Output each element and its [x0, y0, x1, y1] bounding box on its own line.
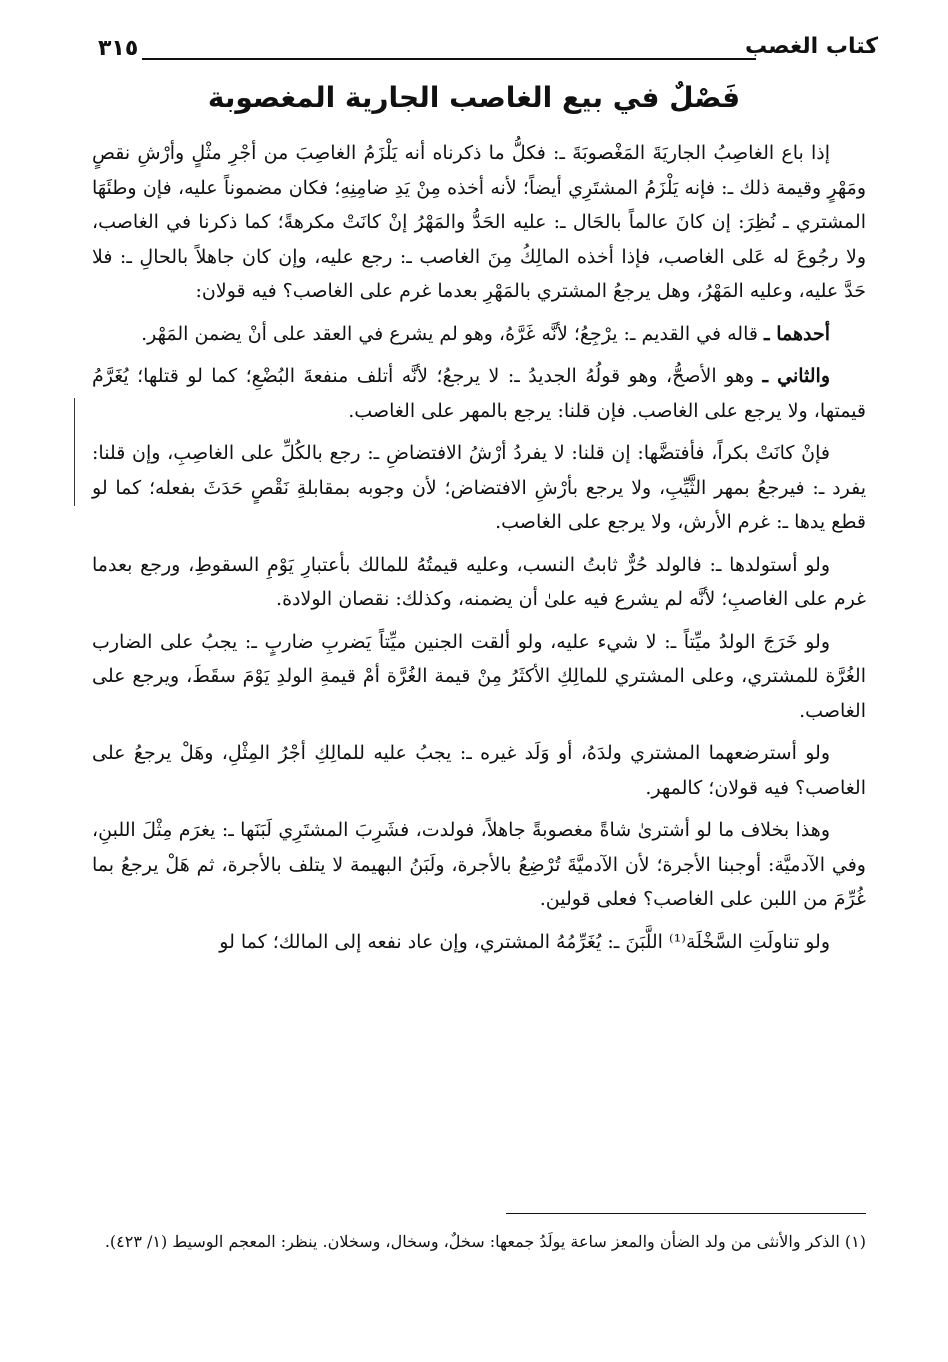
paragraph [92, 813, 866, 917]
paragraph-text: وهو الأصحُّ، وهو قولُهُ الجديدُ ـ: لا يرجعُ؛ لأنَّه أتلف منفعةَ البُضْعِ؛ كما لو قتلها؛ يُغَرَّمُ قيمتها، ولا يرجع على الغاصب. فإن قلنا: يرجع بالمهر على الغاصب. [92, 365, 866, 422]
page-header [80, 28, 878, 68]
paragraph [92, 548, 866, 617]
paragraph-text: قاله في القديم ـ: يرْجِعُ؛ لأنَّه غَرَّهُ، وهو لم يشرع في العقد على أنْ يضمن المَهْر. [141, 322, 765, 345]
header-rule [142, 58, 756, 60]
paragraph [92, 436, 866, 540]
paragraph [92, 359, 866, 428]
paragraph-text: فإنْ كانَتْ بكراً، فأفتضَّها: إن قلنا: لا يفردُ أرْشُ الافتضاضِ ـ: رجع بالكُلِّ على الغاصِبِ، وإن قلنا: يفرد ـ: فيرجعُ بمهر الثَّيِّبِ، ولا يرجع بأرْشِ الافتضاض؛ لأن وجوبه بمقابلةِ نَقْصٍ حَدَثَ بفعله؛ كما لو قطع يدها ـ: غرم الأرش، ولا يرجع على الغاصب. [92, 442, 866, 533]
section-title: فَصْلٌ في بيع الغاصب الجارية المغصوبة [207, 81, 741, 114]
footnote: (١) الذكر والأنثى من ولد الضأن والمعز ساعة يولَدُ جمعها: سخلٌ، وسخال، وسخلان. ينظر: المعجم الوسيط (١/ ٤٢٣). [104, 1232, 866, 1251]
paragraph-lead: والثاني ـ [762, 365, 830, 387]
margin-line [74, 398, 75, 506]
paragraph-text: ولو خَرَجَ الولدُ ميِّتاً ـ: لا شيء عليه، ولو ألقت الجنين ميِّتاً يَضربِ ضاربٍ ـ: يجبُ على الضارب الغُرَّة للمشتري، وعلى المشتري للمالِكِ الأكثَرُ مِنْ قيمة الغُرَّة أمْ قيمةِ الولدِ يَوْمَ سقَطَ، ويرجع على الغاصب. [92, 630, 866, 722]
paragraph-text: ولو تناولَتِ السَّخْلَة⁽¹⁾ اللَّبَنَ ـ: يُغَرِّمُهُ المشتري، وإن عاد نفعه إلى المالك؛ كما لو [219, 930, 830, 953]
footnote-rule [506, 1213, 866, 1214]
page-number: ٣١٥ [98, 36, 139, 61]
paragraph-text: وهذا بخلاف ما لو أشترىٰ شاةً مغصوبةً جاهلاً، فولدت، فشَرِبَ المشتَرِي لَبَنَها ـ: يغرَم مِثْلَ اللبنِ، وفي الآدميَّة: أوجبنا الأجرة؛ لأن الآدميَّةَ تُرْضِعُ بالأجرة، ولَبَنُ البهيمة لا يتلف بالأجرة، ثم هَلْ يرجعُ بما غُرِّمَ من اللبن على الغاصب؟ فعلى قولين. [92, 819, 866, 910]
paragraph [92, 136, 866, 309]
paragraph-text: إذا باع الغاصِبُ الجاريَةَ المَغْصوبَةَ ـ: فكلُّ ما ذكرناه أنه يَلْزَمُ الغاصِبَ من أجْرِ مثْلٍ وأرْشِ نقصٍ ومَهْرٍ وقيمة ذلك ـ: فإنه يَلْزَمُ المشتَرِي أيضاً؛ لأنه أخذه مِنْ يَدِ ضامِنِهِ؛ فكان مضموناً عليه، فإن وطئَهَا المشتري ـ نُظِرَ: إن كانَ عالماً بالحَال ـ: عليه الحَدُّ والمَهْرُ إنْ كانَتْ مكرهةً؛ كما ذكرنا في الغاصب، ولا رجُوعَ له عَلى الغاصب، فإذا أخذه المالِكُ مِنَ الغاصب ـ: رجع عليه، وإن كان جاهلاً بالحالِ ـ: فلا حَدَّ عليه، وعليه المَهْرُ، وهل يرجعُ المشتري بالمَهْرِ بعدما غرم على الغاصب؟ فيه قولان: [92, 142, 866, 302]
paragraph-lead: أحدهما ـ [764, 322, 830, 345]
paragraph [92, 736, 866, 805]
paragraph [92, 925, 866, 960]
paragraph-text: ولو أسترضعهما المشتري ولدَهُ، أو وَلَد غيره ـ: يجبُ عليه للمالِكِ أجْرُ المِثْلِ، وهَلْ يرجعُ على الغاصب؟ فيه قولان؛ كالمهر. [92, 742, 866, 799]
paragraph [92, 317, 866, 352]
footnotes [92, 1226, 866, 1257]
body-text [92, 136, 866, 967]
paragraph [92, 625, 866, 729]
paragraph-text: ولو أستولدها ـ: فالولد حُرٌّ ثابتُ النسب، وعليه قيمتُهُ للمالك بأعتبارِ يَوْمِ السقوطِ، ورجع بعدما غرم على الغاصبِ؛ لأنَّه لم يشرع فيه علىٰ أن يضمنه، وكذلك: نقصان الولادة. [92, 553, 866, 610]
running-title: كتاب الغصب [745, 34, 878, 59]
